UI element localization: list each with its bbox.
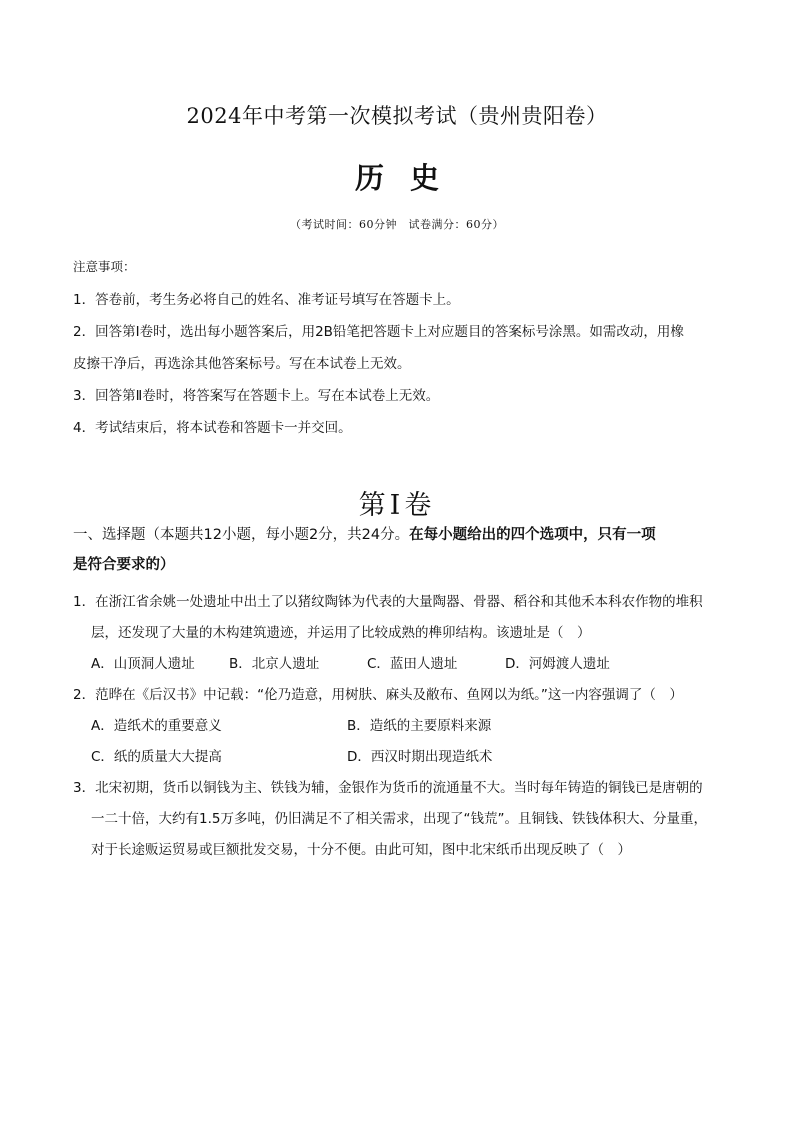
question-1: [73, 587, 723, 680]
question-stem: 对于长途贩运贸易或巨额批发交易，十分不便。由此可知，图中北宋纸币出现反映了（ ）: [91, 842, 631, 858]
notice-item: 2．回答第Ⅰ卷时，选出每小题答案后，用2B铅笔把答题卡上对应题目的答案标号涂黑。如需改动，用橡: [73, 324, 684, 340]
section-title: 第Ⅰ卷: [358, 490, 436, 521]
subject-title: 历史: [354, 161, 465, 195]
option-row: [73, 711, 723, 742]
notice-item: 皮擦干净后，再选涂其他答案标号。写在本试卷上无效。: [73, 356, 411, 372]
notice-item: 1．答卷前，考生务必将自己的姓名、准考证号填写在答题卡上。: [73, 292, 460, 308]
notice-item: 4．考试结束后，将本试卷和答题卡一并交回。: [73, 420, 352, 436]
question-stem: 3．北宋初期，货币以铜钱为主、铁钱为辅，金银作为货币的流通量不大。当时每年铸造的铜钱已是唐朝的: [73, 780, 703, 796]
section-intro-emphasis: 在每小题给出的四个选项中，只有一项: [409, 527, 656, 543]
question-stem: 一二十倍，大约有1.5万多吨，仍旧满足不了相关需求，出现了“钱荒”。且铜钱、铁钱体积大、分量重，: [91, 811, 707, 827]
exam-title: 2024年中考第一次模拟考试（贵州贵阳卷）: [186, 104, 608, 128]
question-stem: 1．在浙江省余姚一处遗址中出土了以猪纹陶钵为代表的大量陶器、骨器、稻谷和其他禾本科农作物的堆积: [73, 594, 703, 610]
section-intro-lead: 一、选择题（本题共12小题，每小题2分，共24分。: [73, 527, 410, 543]
option-b: B．北京人遗址: [229, 656, 320, 672]
option-c: C．纸的质量大大提高: [91, 749, 222, 765]
option-a: A．山顶洞人遗址: [91, 656, 195, 672]
option-d: D．西汉时期出现造纸术: [347, 749, 493, 765]
exam-meta: （考试时间：60分钟 试卷满分：60分）: [290, 218, 504, 231]
option-row: [73, 742, 723, 773]
notice-block: [73, 256, 723, 444]
notice-item: 3．回答第Ⅱ卷时，将答案写在答题卡上。写在本试卷上无效。: [73, 388, 440, 404]
question-list: [73, 587, 723, 866]
option-d: D．河姆渡人遗址: [505, 656, 610, 672]
section-intro-line: 是符合要求的）: [73, 557, 175, 573]
question-stem: 2．范晔在《后汉书》中记载：“伦乃造意，用树肤、麻头及敝布、鱼网以为纸。”这一内容强调了（ ）: [73, 687, 683, 703]
option-c: C．蓝田人遗址: [367, 656, 458, 672]
question-stem: 层，还发现了大量的木构建筑遗迹，并运用了比较成熟的榫卯结构。该遗址是（ ）: [91, 625, 591, 641]
option-a: A．造纸术的重要意义: [91, 718, 222, 734]
section-intro-line: [73, 520, 723, 550]
question-3: [73, 773, 723, 866]
option-row: [73, 649, 723, 680]
section-intro: [73, 520, 723, 580]
option-b: B．造纸的主要原料来源: [347, 718, 492, 734]
notice-heading: 注意事项：: [73, 259, 136, 274]
question-2: [73, 680, 723, 773]
